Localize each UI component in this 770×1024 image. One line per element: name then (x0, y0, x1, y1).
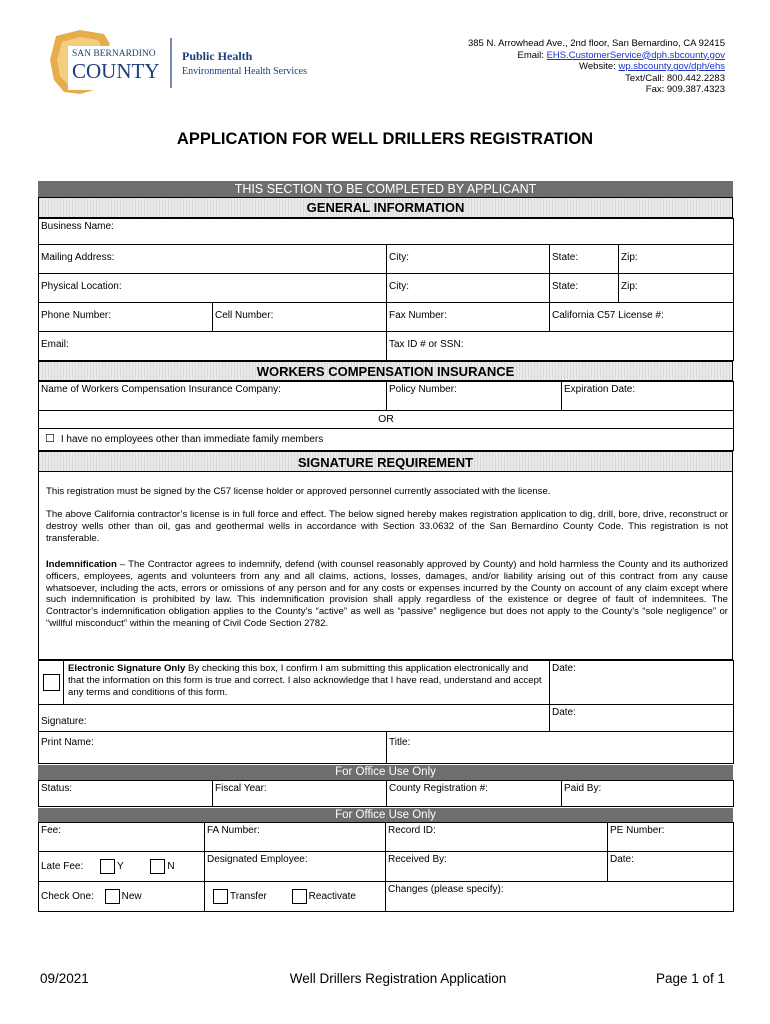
pe-number-field[interactable]: PE Number: (608, 823, 734, 852)
new-checkbox[interactable] (105, 889, 120, 904)
reactivate-checkbox[interactable] (292, 889, 307, 904)
website-line: Website: wp.sbcounty.gov/dph/ehs (579, 61, 725, 73)
esig-date-field[interactable]: Date: (550, 661, 734, 705)
fax: Fax: 909.387.4323 (645, 84, 725, 96)
print-name-field[interactable]: Print Name: (39, 732, 387, 764)
physical-location-field[interactable]: Physical Location: (39, 274, 387, 303)
workers-comp-heading: WORKERS COMPENSATION INSURANCE (38, 361, 733, 381)
page-title: APPLICATION FOR WELL DRILLERS REGISTRATION (176, 130, 594, 148)
late-fee-field: Late Fee: Y N (39, 852, 205, 882)
logo-dept-line1: Public Health (182, 49, 253, 63)
paid-by-field[interactable]: Paid By: (562, 781, 734, 807)
designated-employee-field[interactable]: Designated Employee: (205, 852, 386, 882)
fiscal-year-field[interactable]: Fiscal Year: (213, 781, 387, 807)
county-logo (44, 30, 334, 96)
or-separator: OR (39, 411, 734, 429)
physical-state-field[interactable]: State: (550, 274, 619, 303)
email-link[interactable]: EHS.CustomerService@dph.sbcounty.gov (546, 49, 725, 61)
applicant-section-band: THIS SECTION TO BE COMPLETED BY APPLICANT (38, 181, 733, 197)
physical-city-field[interactable]: City: (387, 274, 550, 303)
c57-license-field[interactable]: California C57 License #: (550, 303, 734, 332)
office-use-band-1: For Office Use Only (38, 765, 733, 780)
signature-table (38, 660, 734, 732)
esig-checkbox-cell (39, 661, 64, 705)
general-info-heading: GENERAL INFORMATION (38, 197, 733, 218)
signature-date-field[interactable]: Date: (550, 705, 734, 732)
status-field[interactable]: Status: (39, 781, 213, 807)
transfer-reactivate-field: Transfer Reactivate (205, 882, 386, 912)
mailing-state-field[interactable]: State: (550, 245, 619, 274)
logo-text-county: COUNTY (72, 59, 160, 83)
workers-comp-table (38, 381, 734, 451)
office-use-table-2 (38, 822, 734, 912)
esig-checkbox[interactable] (43, 674, 60, 691)
cell-number-field[interactable]: Cell Number: (213, 303, 387, 332)
business-name-field[interactable]: Business Name: (39, 219, 734, 245)
general-info-table (38, 218, 734, 361)
county-registration-field[interactable]: County Registration #: (387, 781, 562, 807)
signature-para-2: The above California contractor’s license is in full force and effect. The below signed hereby makes registration application to dig, drill, bore, drive, reconstruct or destroy wells other than oil, gas and geothermal wells in accordance with Section 33.0632 of the San Bernardino County Code. This registration is not transferable. (46, 509, 728, 544)
transfer-checkbox[interactable] (213, 889, 228, 904)
received-by-field[interactable]: Received By: (386, 852, 608, 882)
esig-statement: Electronic Signature Only By checking this box, I confirm I am submitting this application electronically and that the information on this form is true and correct. I also acknowledge that I have read, understand and accept any terms and conditions of this form. (64, 661, 550, 705)
logo-dept-line2: Environmental Health Services (182, 66, 307, 77)
signature-para-1: This registration must be signed by the C57 license holder or approved personnel currently associated with the license. (46, 486, 551, 497)
email-line: Email: EHS.CustomerService@dph.sbcounty.gov (517, 49, 725, 61)
record-id-field[interactable]: Record ID: (386, 823, 608, 852)
office-use-band-2: For Office Use Only (38, 808, 733, 822)
mailing-city-field[interactable]: City: (387, 245, 550, 274)
address: 385 N. Arrowhead Ave., 2nd floor, San Bernardino, CA 92415 (467, 38, 725, 49)
logo-text-top: SAN BERNARDINO (72, 49, 156, 59)
footer-title: Well Drillers Registration Application (289, 971, 507, 986)
footer-date: 09/2021 (40, 971, 89, 986)
insurance-company-field[interactable]: Name of Workers Compensation Insurance Company: (39, 382, 387, 411)
county-seal-graphic (44, 30, 334, 96)
fa-number-field[interactable]: FA Number: (205, 823, 386, 852)
tax-id-field[interactable]: Tax ID # or SSN: (387, 332, 734, 361)
email-field[interactable]: Email: (39, 332, 387, 361)
phone-number-field[interactable]: Phone Number: (39, 303, 213, 332)
late-fee-no-checkbox[interactable] (150, 859, 165, 874)
website-link[interactable]: wp.sbcounty.gov/dph/ehs (618, 61, 725, 73)
signature-para-3: Indemnification – The Contractor agrees to indemnify, defend (with counsel reasonably approved by County) and hold harmless the County and its authorized officers, employees, agents and volunteers from any and all claims, actions, losses, damages, and/or liability arising out of this contract from any cause whatsoever, including the acts, errors or omissions of any person and for any costs or expenses incurred by the County on account of any claim except where such indemnification is prohibited by law. This indemnification provision shall apply regardless of the existence or degree of fault of indemnitees. The Contractor’s indemnification obligation applies to the County’s “active” as well as “passive” negligence but does not apply to the County’s “sole negligence” or “willful misconduct” within the meaning of Civil Code Section 2782. (46, 559, 728, 629)
contact-block (395, 38, 725, 96)
mailing-zip-field[interactable]: Zip: (619, 245, 734, 274)
title-field[interactable]: Title: (387, 732, 734, 764)
print-name-table (38, 731, 734, 764)
received-date-field[interactable]: Date: (608, 852, 734, 882)
physical-zip-field[interactable]: Zip: (619, 274, 734, 303)
expiration-date-field[interactable]: Expiration Date: (562, 382, 734, 411)
signature-heading: SIGNATURE REQUIREMENT (38, 451, 733, 472)
mailing-address-field[interactable]: Mailing Address: (39, 245, 387, 274)
changes-field[interactable]: Changes (please specify): (386, 882, 734, 912)
footer-page: Page 1 of 1 (655, 971, 725, 986)
no-employees-row: ☐ I have no employees other than immediate family members (39, 429, 734, 451)
late-fee-yes-checkbox[interactable] (100, 859, 115, 874)
office-use-table-1 (38, 780, 734, 807)
policy-number-field[interactable]: Policy Number: (387, 382, 562, 411)
fax-number-field[interactable]: Fax Number: (387, 303, 550, 332)
fee-field[interactable]: Fee: (39, 823, 205, 852)
check-one-field: Check One: New (39, 882, 205, 912)
text-call: Text/Call: 800.442.2283 (625, 72, 725, 84)
signature-field[interactable]: Signature: (39, 705, 550, 732)
no-employees-checkbox[interactable]: ☐ (45, 433, 55, 445)
